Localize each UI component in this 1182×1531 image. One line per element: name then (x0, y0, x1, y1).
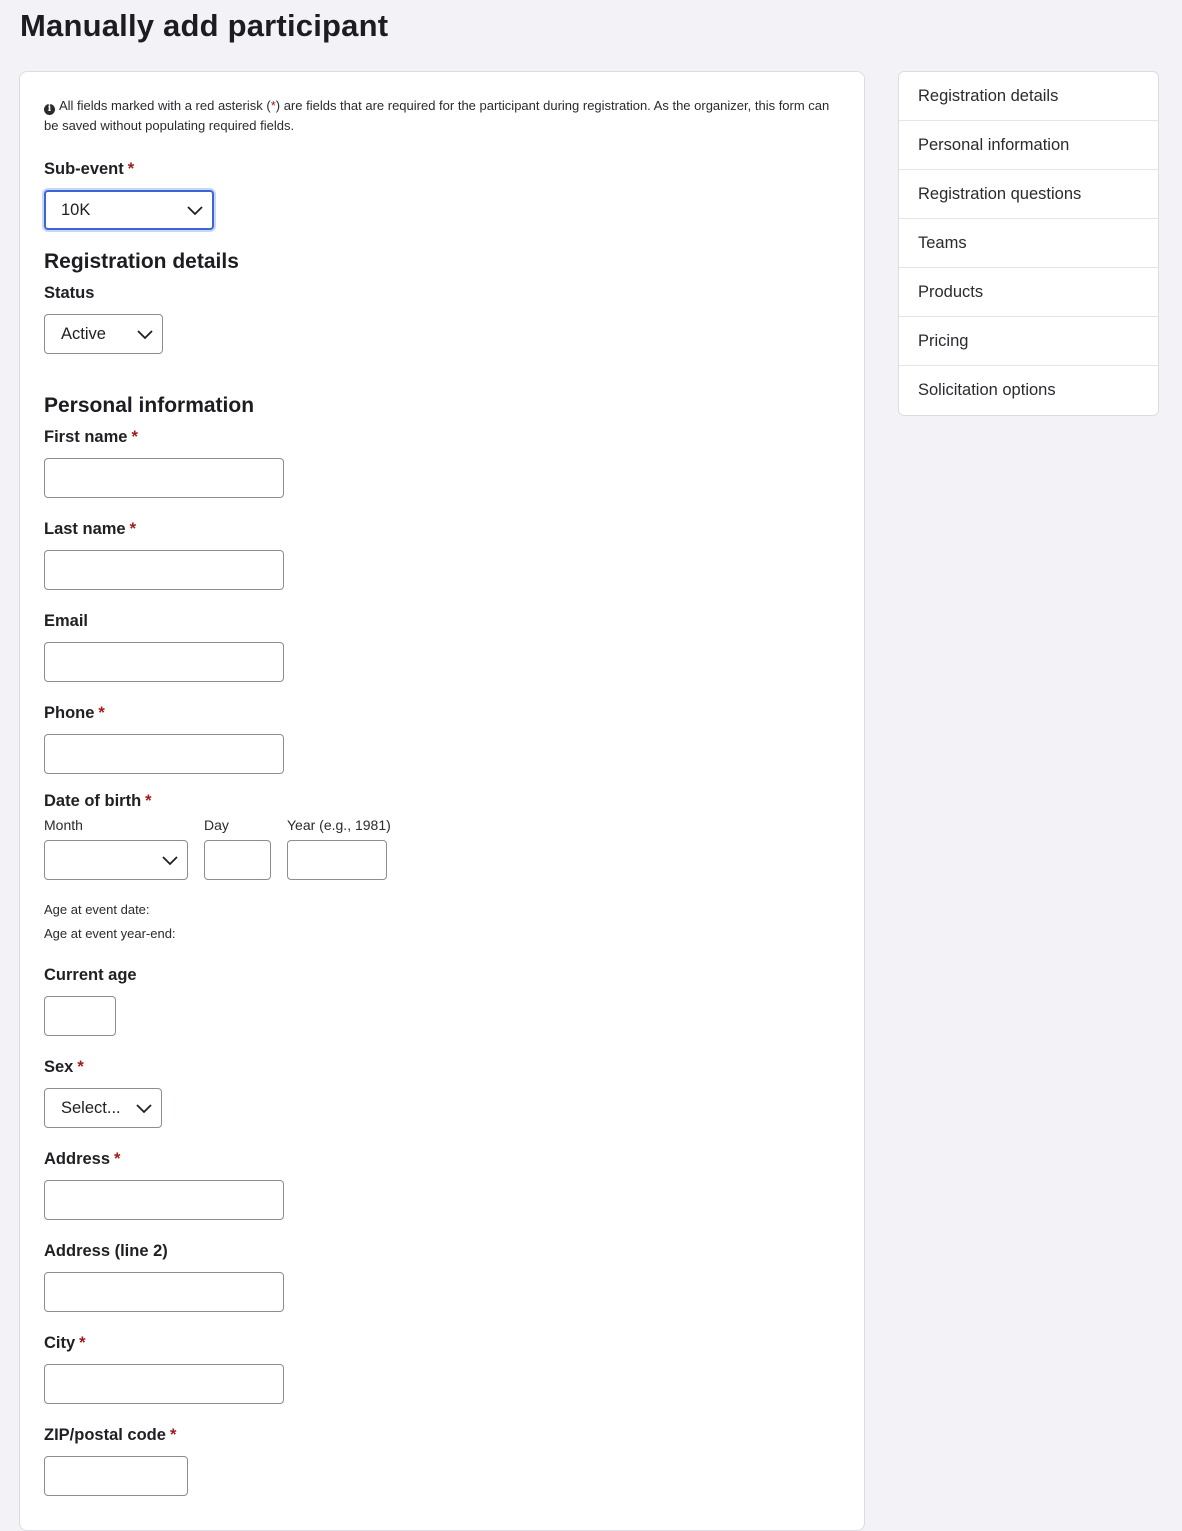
required-fields-notice: i All fields marked with a red asterisk (*) are fields that are required for the participant during registration. As the organizer, this form can be saved without populating required fields. (44, 98, 830, 133)
year-input[interactable] (287, 840, 387, 880)
sex-label: Sex * (44, 1058, 84, 1076)
page-title: Manually add participant (20, 8, 389, 43)
first-name-label: First name * (44, 428, 138, 446)
age-at-event-date: Age at event date: (44, 902, 150, 917)
phone-input[interactable] (44, 734, 284, 774)
year-label: Year (e.g., 1981) (287, 817, 391, 833)
required-asterisk: * (145, 792, 152, 810)
city-input[interactable] (44, 1364, 284, 1404)
email-label: Email (44, 612, 89, 630)
current-age-input[interactable] (44, 996, 116, 1036)
date-of-birth-label: Date of birth * (44, 792, 152, 810)
chevron-down-icon (161, 851, 179, 869)
required-asterisk: * (129, 520, 137, 538)
chevron-down-icon (136, 325, 154, 343)
day-input[interactable] (204, 840, 271, 880)
last-name-label: Last name * (44, 520, 137, 538)
phone-label: Phone * (44, 704, 105, 722)
month-label: Month (44, 817, 83, 833)
notice-asterisk: * (270, 98, 276, 113)
side-nav-registration-details[interactable]: Registration details (899, 72, 1158, 121)
address-label: Address * (44, 1150, 121, 1168)
email-input[interactable] (44, 642, 284, 682)
address-line2-input[interactable] (44, 1272, 284, 1312)
info-icon: i (44, 104, 55, 115)
month-select[interactable] (44, 840, 188, 880)
day-label: Day (204, 817, 229, 833)
sub-event-select[interactable]: 10K (44, 190, 214, 230)
side-nav-personal-information[interactable]: Personal information (899, 121, 1158, 170)
zip-label: ZIP/postal code * (44, 1426, 177, 1444)
status-label: Status (44, 284, 95, 302)
status-select[interactable]: Active (44, 314, 163, 354)
last-name-input[interactable] (44, 550, 284, 590)
zip-input[interactable] (44, 1456, 188, 1496)
sub-event-label: Sub-event * (44, 160, 135, 178)
side-nav-solicitation-options[interactable]: Solicitation options (918, 381, 1056, 399)
address-line2-label: Address (line 2) (44, 1242, 168, 1260)
participant-form (19, 71, 865, 1531)
required-asterisk: * (131, 428, 138, 446)
age-at-event-year-end: Age at event year-end: (44, 926, 176, 941)
chevron-down-icon (186, 201, 204, 219)
required-asterisk: * (169, 1426, 177, 1444)
section-navigation (898, 71, 1159, 416)
first-name-input[interactable] (44, 458, 284, 498)
current-age-label: Current age (44, 966, 137, 984)
side-nav-products[interactable]: Products (899, 268, 1158, 317)
side-nav-registration-questions[interactable]: Registration questions (899, 170, 1158, 219)
required-asterisk: * (79, 1334, 86, 1352)
required-asterisk: * (98, 704, 105, 722)
city-label: City * (44, 1334, 86, 1352)
required-asterisk: * (77, 1058, 84, 1076)
required-asterisk: * (114, 1150, 121, 1168)
sex-select[interactable]: Select... (44, 1088, 162, 1128)
side-nav-pricing[interactable]: Pricing (899, 317, 1158, 366)
registration-details-title: Registration details (44, 250, 239, 273)
chevron-down-icon (135, 1099, 153, 1117)
required-asterisk: * (127, 160, 135, 178)
address-input[interactable] (44, 1180, 284, 1220)
personal-information-title: Personal information (44, 394, 255, 417)
side-nav-teams[interactable]: Teams (899, 219, 1158, 268)
